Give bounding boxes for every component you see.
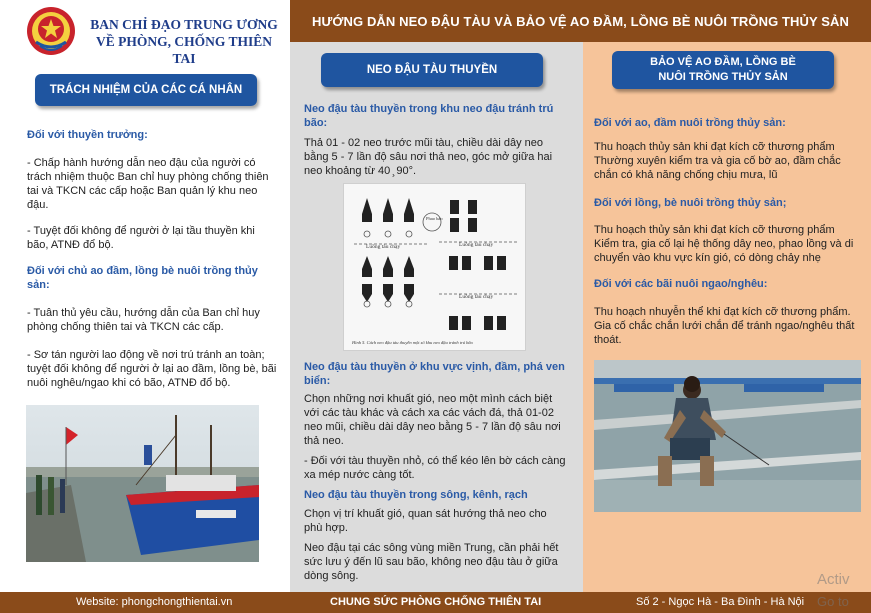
watermark-line1: Activ <box>817 571 850 588</box>
text-river-canal-1: Chọn vị trí khuất gió, quan sát hướng thả neo cho phù hợp. <box>304 508 547 534</box>
text-clam-beds: Thu hoạch nhuyễn thể khi đạt kích cỡ thương phẩm. Gia cố chắc chắn lưới chắn để tránh ngao/nghêu thất thoát. <box>594 306 855 346</box>
text-pond-owner-2: - Sơ tán người lao động về nơi trú tránh an toàn; tuyệt đối không để người ở lại ao đầm, lồng bè, bãi nuôi nghêu/ngao khi có bão, ATNĐ đổ bộ. <box>27 349 277 389</box>
diagram-flow-label-3: Luồng tàu chạy <box>459 294 494 300</box>
watermark-line2: Go to <box>817 594 849 609</box>
section-title-aquaculture-line2: NUÔI TRỒNG THỦY SẢN <box>658 71 788 83</box>
footer-address: Số 2 - Ngọc Hà - Ba Đình - Hà Nội <box>636 596 805 608</box>
text-ponds: Thu hoạch thủy sản khi đạt kích cỡ thương phẩm Thường xuyên kiểm tra và gia cố bờ ao, đầm chắc chắn có khả năng chống chịu mưa, lũ <box>594 141 841 181</box>
org-header <box>0 0 290 66</box>
section-title-aquaculture-line1: BẢO VỆ AO ĐẦM, LỒNG BÈ <box>650 56 796 68</box>
emblem-icon <box>26 6 76 56</box>
heading-pond-owner: Đối với chủ ao đầm, lồng bè nuôi trồng thủy sản: <box>27 265 258 291</box>
heading-bay-lagoon: Neo đậu tàu thuyền ở khu vực vịnh, đầm, phá ven biển: <box>304 361 565 387</box>
footer-slogan: CHUNG SỨC PHÒNG CHỐNG THIÊN TAI <box>330 596 542 608</box>
harbor-boats-photo <box>26 405 259 562</box>
heading-cages: Đối với lồng, bè nuôi trồng thủy sản; <box>594 197 787 209</box>
text-bay-lagoon: Chọn những nơi khuất gió, neo một mình cách biệt với các tàu khác và cách xa các vách đá, thả 01-02 neo mũi, chiều dài dây neo bằng 5 - 7 lần độ sâu nơi thả neo. <box>304 393 561 447</box>
anchoring-diagram <box>343 183 526 351</box>
text-cages: Thu hoạch thủy sản khi đạt kích cỡ thương phẩm Kiểm tra, gia cố lại hệ thống dây neo, phao lồng và di chuyển vào khu vực kín gió, có dòng chảy nhẹ <box>594 224 854 264</box>
page-title: HƯỚNG DẪN NEO ĐẬU TÀU VÀ BẢO VỆ AO ĐẦM, LỒNG BÈ NUÔI TRỒNG THỦY SẢN <box>290 0 871 42</box>
heading-ponds: Đối với ao, đầm nuôi trồng thủy sản: <box>594 117 786 129</box>
section-title-anchoring: NEO ĐẬU TÀU THUYỀN <box>321 53 543 87</box>
diagram-caption: Hình 5. Cách neo đậu tàu thuyền một số khu neo đậu tránh trú bão <box>352 340 473 345</box>
text-river-canal-2: Neo đậu tại các sông vùng miền Trung, cần phải hết sức lưu ý đến lũ sau bão, không neo đậu tàu ở giữa dòng sông. <box>304 542 559 582</box>
text-captain-1: - Chấp hành hướng dẫn neo đậu của người có trách nhiệm thuộc Ban chỉ huy phòng chống thiên tai và TKCN các cấp hoặc Ban quản lý khu neo đậu. <box>27 157 269 211</box>
diagram-flow-label-2: Luồng tàu chạy <box>459 242 494 248</box>
org-name-line1: BAN CHỈ ĐẠO TRUNG ƯƠNG <box>90 17 278 32</box>
org-name <box>84 16 284 67</box>
heading-clam-beds: Đối với các bãi nuôi ngao/nghêu: <box>594 278 768 290</box>
fish-cage-photo <box>594 360 861 512</box>
diagram-buoy-callout: Phao báo <box>426 216 443 221</box>
text-small-boats: - Đối với tàu thuyền nhỏ, có thể kéo lên bờ cách càng xa mép nước càng tốt. <box>304 455 566 481</box>
heading-shelter-anchorage: Neo đậu tàu thuyền trong khu neo đậu tránh trú bão: <box>304 103 554 129</box>
text-shelter-anchorage: Thả 01 - 02 neo trước mũi tàu, chiều dài dây neo bằng 5 - 7 lần độ sâu nơi thả neo, góc mở giữa hai neo khoảng từ 40 ̧ 90°. <box>304 137 553 177</box>
org-name-line2: VỀ PHÒNG, CHỐNG THIÊN TAI <box>95 34 273 66</box>
heading-river-canal: Neo đậu tàu thuyền trong sông, kênh, rạch <box>304 489 528 501</box>
text-pond-owner-1: - Tuân thủ yêu cầu, hướng dẫn của Ban chỉ huy phòng chống thiên tai và TKCN các cấp. <box>27 307 260 333</box>
footer-website: Website: phongchongthientai.vn <box>76 596 233 608</box>
footer-bar <box>0 592 871 613</box>
section-title-aquaculture <box>612 51 834 89</box>
heading-captain: Đối với thuyền trưởng: <box>27 129 148 141</box>
section-title-responsibilities: TRÁCH NHIỆM CỦA CÁC CÁ NHÂN <box>35 74 257 106</box>
text-captain-2: - Tuyệt đối không để người ở lại tầu thuyền khi bão, ATNĐ đổ bộ. <box>27 225 255 251</box>
diagram-flow-label-1: Luồng tàu chạy <box>366 244 401 250</box>
